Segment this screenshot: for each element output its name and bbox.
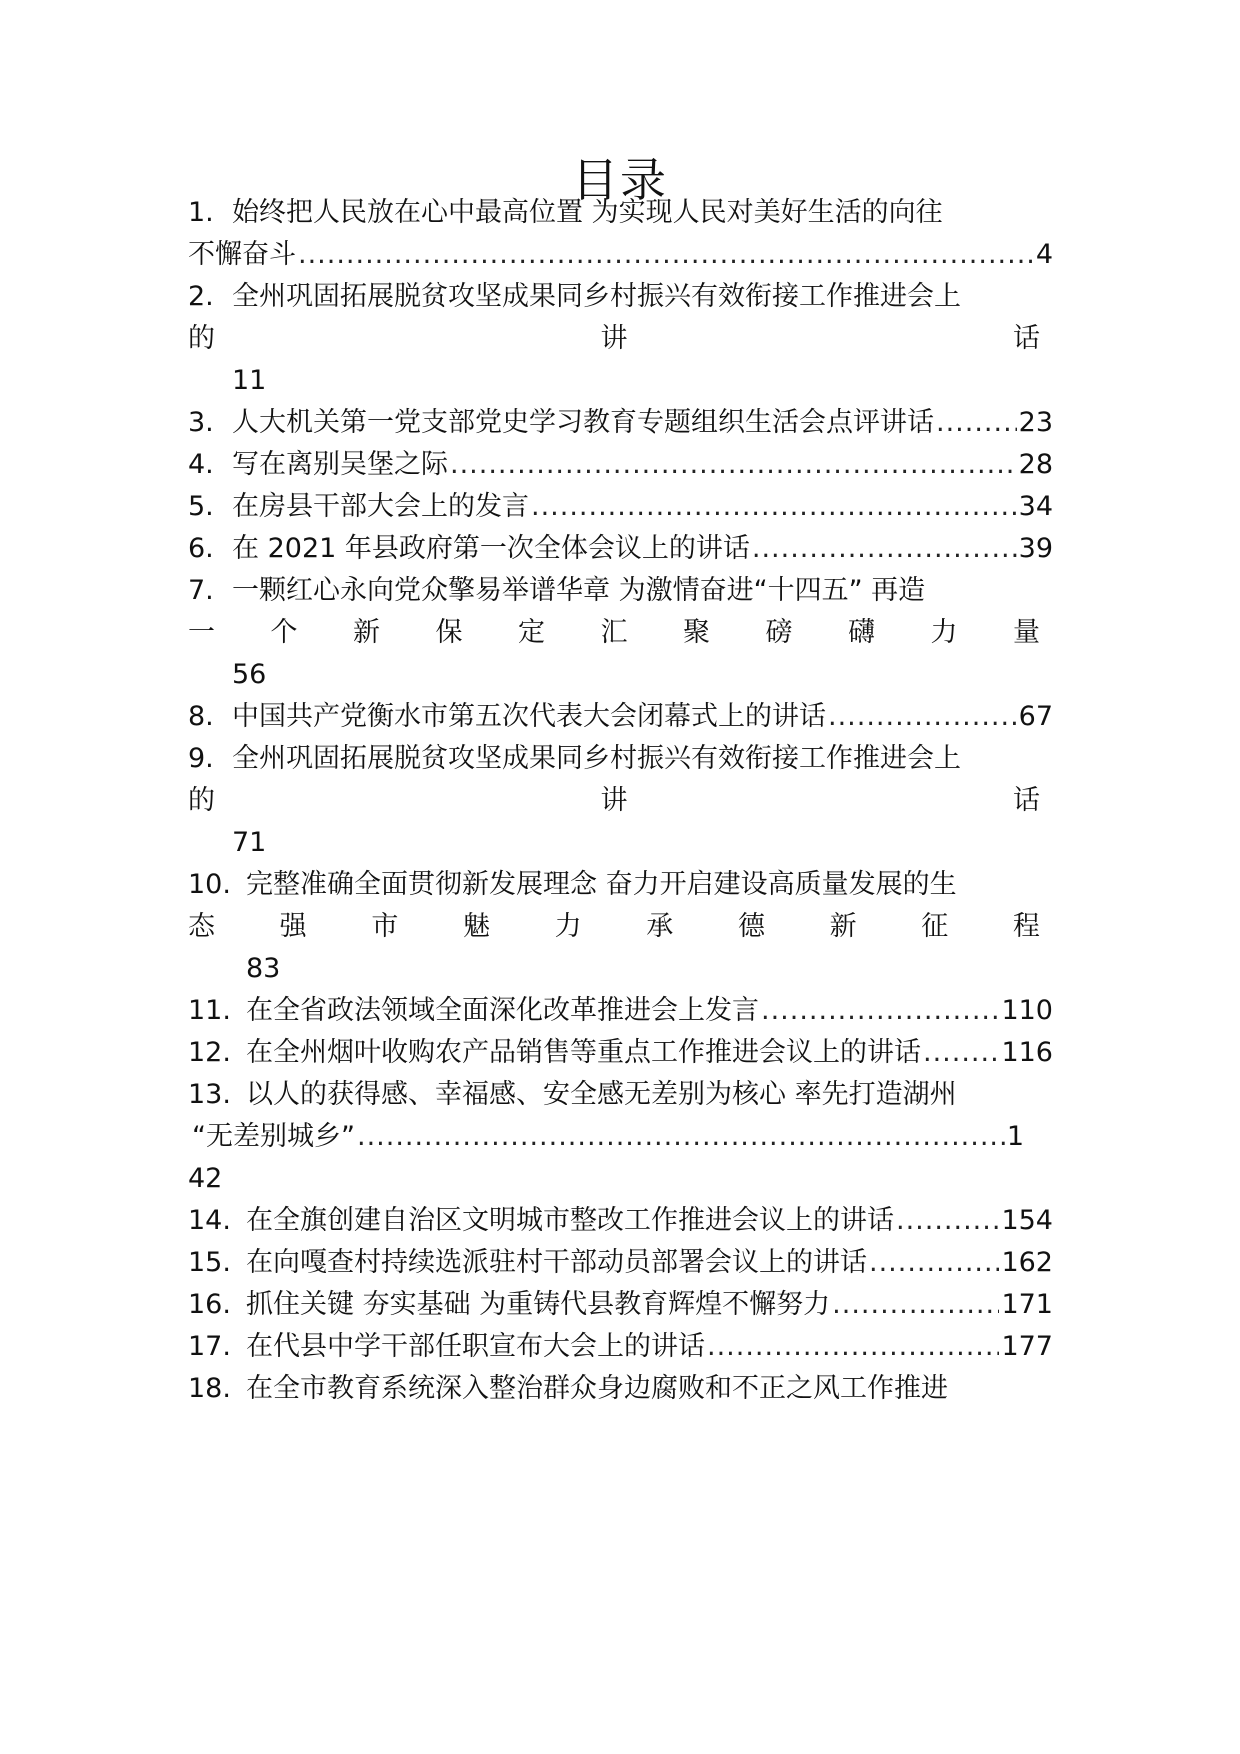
toc-spread-char: 新 — [829, 911, 857, 942]
toc-page-number: 171 — [1001, 1289, 1053, 1320]
toc-entry-1-line2 — [188, 232, 1053, 278]
toc-entry-4 — [188, 442, 1053, 488]
toc-entry-title: 中国共产党衡水市第五次代表大会闭幕式上的讲话 — [232, 701, 826, 732]
toc-spread-char: 力 — [930, 617, 958, 648]
toc-spread-char: 的 — [188, 323, 215, 354]
toc-leader-dots — [450, 442, 1017, 488]
toc-spread-char: 魅 — [462, 911, 490, 942]
toc-spread-char: 讲 — [600, 785, 628, 816]
toc-leader-dots — [761, 988, 999, 1034]
toc-entry-number: 5. — [188, 491, 214, 522]
toc-spread-char: 个 — [270, 617, 298, 648]
toc-entry-title: 在全省政法领域全面深化改革推进会上发言 — [246, 995, 759, 1026]
toc-spread-char: 程 — [1012, 911, 1040, 942]
toc-entry-title: 在 2021 年县政府第一次全体会议上的讲话 — [232, 533, 750, 564]
toc-entry-number: 6. — [188, 533, 214, 564]
toc-leader-dots — [531, 484, 1017, 530]
toc-entry-number: 7. — [188, 575, 214, 606]
toc-entry-number: 12. — [188, 1037, 231, 1068]
toc-page-number: 23 — [1018, 407, 1053, 438]
toc-entry-title: 全州巩固拓展脱贫攻坚成果同乡村振兴有效衔接工作推进会上 — [232, 281, 961, 312]
toc-entry-number: 8. — [188, 701, 214, 732]
toc-spread-char: 量 — [1013, 617, 1040, 648]
toc-page-number: 177 — [1001, 1331, 1053, 1362]
toc-entry-2-line1 — [188, 274, 1053, 320]
toc-page-number: 4 — [1035, 239, 1053, 270]
toc-page-number: 28 — [1018, 449, 1053, 480]
toc-entry-3 — [188, 400, 1053, 446]
toc-spread-char: 强 — [279, 911, 307, 942]
toc-entry-10-spread — [188, 904, 1040, 950]
toc-spread-char: 礴 — [848, 617, 875, 648]
toc-page-number-part: 42 — [188, 1163, 223, 1194]
toc-entry-11 — [188, 988, 1053, 1034]
toc-entry-6 — [188, 526, 1053, 572]
toc-spread-char: 汇 — [600, 617, 628, 648]
toc-entry-13-line2 — [192, 1114, 1024, 1160]
toc-spread-char: 聚 — [683, 617, 710, 648]
toc-spread-char: 磅 — [765, 617, 793, 648]
toc-page-number: 34 — [1018, 491, 1053, 522]
toc-entry-17 — [188, 1324, 1053, 1370]
toc-page-number: 116 — [1001, 1037, 1053, 1068]
toc-entry-10-line1 — [188, 862, 1053, 908]
toc-entry-title-cont: “无差别城乡” — [192, 1121, 355, 1152]
toc-entry-number: 10. — [188, 869, 231, 900]
toc-entry-15 — [188, 1240, 1053, 1286]
toc-spread-char: 新 — [353, 617, 380, 648]
toc-spread-char: 一 — [188, 617, 215, 648]
toc-entry-number: 17. — [188, 1331, 231, 1362]
toc-entry-18-line1 — [188, 1366, 1053, 1412]
toc-entry-title: 在房县干部大会上的发言 — [232, 491, 529, 522]
toc-spread-char: 市 — [371, 911, 399, 942]
toc-leader-dots — [869, 1240, 999, 1286]
toc-page-number: 67 — [1018, 701, 1053, 732]
toc-entry-title: 人大机关第一党支部党史学习教育专题组织生活会点评讲话 — [232, 407, 934, 438]
toc-entry-title: 在代县中学干部任职宣布大会上的讲话 — [246, 1331, 705, 1362]
toc-spread-char: 态 — [188, 911, 215, 942]
toc-entry-title-cont: 不懈奋斗 — [188, 239, 296, 270]
toc-page-number: 154 — [1001, 1205, 1053, 1236]
toc-entry-title: 写在离别吴堡之际 — [232, 449, 448, 480]
toc-entry-title: 以人的获得感、幸福感、安全感无差别为核心 率先打造湖州 — [246, 1079, 957, 1110]
toc-entry-number: 16. — [188, 1289, 231, 1320]
toc-spread-char: 话 — [1013, 323, 1040, 354]
toc-entry-title: 完整准确全面贯彻新发展理念 奋力开启建设高质量发展的生 — [246, 869, 957, 900]
toc-spread-char: 话 — [1013, 785, 1040, 816]
toc-entry-12 — [188, 1030, 1053, 1076]
toc-entry-number: 1. — [188, 197, 214, 228]
toc-spread-char: 定 — [518, 617, 545, 648]
toc-entry-number: 11. — [188, 995, 231, 1026]
toc-leader-dots — [832, 1282, 999, 1328]
toc-spread-char: 力 — [554, 911, 582, 942]
toc-entry-title: 全州巩固拓展脱贫攻坚成果同乡村振兴有效衔接工作推进会上 — [232, 743, 961, 774]
page-title: 目录 — [572, 153, 668, 207]
toc-entry-number: 4. — [188, 449, 214, 480]
toc-spread-char: 承 — [646, 911, 674, 942]
toc-leader-dots — [707, 1324, 999, 1370]
toc-spread-char: 保 — [435, 617, 463, 648]
toc-entry-14 — [188, 1198, 1053, 1244]
toc-entry-number: 2. — [188, 281, 214, 312]
toc-entry-title: 在全州烟叶收购农产品销售等重点工作推进会议上的讲话 — [246, 1037, 921, 1068]
toc-leader-dots — [298, 232, 1034, 278]
toc-entry-13-line1 — [188, 1072, 1053, 1118]
toc-leader-dots — [896, 1198, 999, 1244]
toc-entry-7-spread — [188, 610, 1040, 656]
toc-page-number: 110 — [1001, 995, 1053, 1026]
toc-entry-title: 在全旗创建自治区文明城市整改工作推进会议上的讲话 — [246, 1205, 894, 1236]
toc-page-number: 83 — [246, 953, 281, 984]
toc-entry-title: 始终把人民放在心中最高位置 为实现人民对美好生活的向往 — [232, 197, 943, 228]
toc-spread-char: 征 — [921, 911, 949, 942]
toc-entry-9-spread — [188, 778, 1040, 824]
toc-spread-char: 德 — [737, 911, 765, 942]
toc-leader-dots — [936, 400, 1017, 446]
toc-page-number: 162 — [1001, 1247, 1053, 1278]
toc-leader-dots — [828, 694, 1017, 740]
toc-leader-dots — [752, 526, 1017, 572]
toc-page-number: 56 — [232, 659, 267, 690]
toc-entry-title: 抓住关键 夯实基础 为重铸代县教育辉煌不懈努力 — [246, 1289, 831, 1320]
toc-entry-number: 3. — [188, 407, 214, 438]
toc-entry-1-line1 — [188, 190, 1053, 236]
toc-entry-title: 一颗红心永向党众擎易举谱华章 为激情奋进“十四五” 再造 — [232, 575, 926, 606]
toc-entry-title: 在向嘎查村持续选派驻村干部动员部署会议上的讲话 — [246, 1247, 867, 1278]
toc-page-number-part: 1 — [1006, 1121, 1024, 1152]
toc-entry-8 — [188, 694, 1053, 740]
toc-leader-dots — [357, 1114, 1005, 1160]
toc-entry-5 — [188, 484, 1053, 530]
toc-entry-title: 在全市教育系统深入整治群众身边腐败和不正之风工作推进 — [246, 1373, 948, 1404]
toc-entry-2-spread — [188, 316, 1040, 362]
toc-entry-16 — [188, 1282, 1053, 1328]
toc-page-number: 71 — [232, 827, 267, 858]
toc-page-number: 11 — [232, 365, 267, 396]
toc-page-number: 39 — [1018, 533, 1053, 564]
toc-leader-dots — [923, 1030, 999, 1076]
toc-entry-number: 9. — [188, 743, 214, 774]
toc-entry-number: 15. — [188, 1247, 231, 1278]
toc-entry-9-line1 — [188, 736, 1053, 782]
toc-entry-7-line1 — [188, 568, 1053, 614]
toc-entry-number: 14. — [188, 1205, 231, 1236]
toc-spread-char: 的 — [188, 785, 215, 816]
toc-entry-number: 18. — [188, 1373, 231, 1404]
toc-spread-char: 讲 — [600, 323, 628, 354]
toc-entry-number: 13. — [188, 1079, 231, 1110]
